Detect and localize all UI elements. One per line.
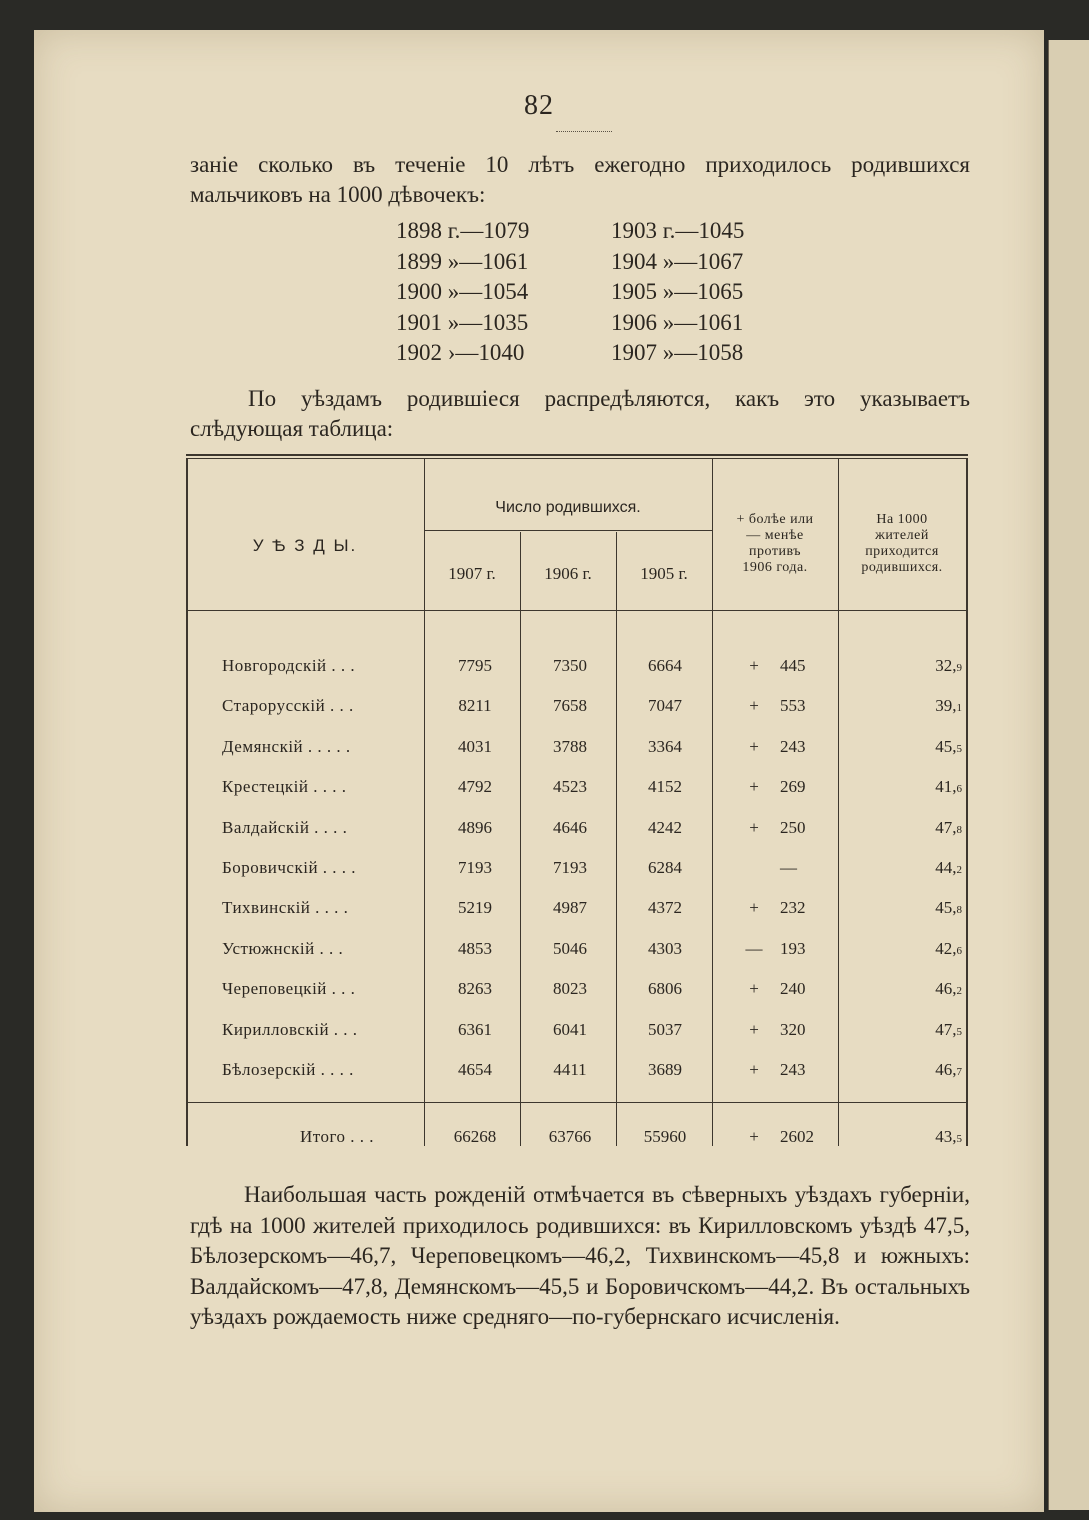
ratio-line: 1901 »—1035 (396, 309, 529, 335)
table-top-rule-inner (186, 458, 968, 459)
table-row (186, 727, 968, 767)
ratio-line: 1904 »—1067 (611, 248, 744, 274)
rate-per-1000 (872, 777, 962, 797)
rate-int: 41, (935, 777, 957, 797)
births-1905: 6806 (648, 979, 682, 999)
ratio-line: 1907 »—1058 (611, 340, 744, 365)
rate-dec: 5 (956, 1025, 962, 1038)
diff-value: 445 (780, 656, 806, 675)
rate-dec: 2 (956, 985, 962, 998)
diff-value: 243 (780, 736, 806, 756)
rate-int: 45, (935, 898, 957, 918)
diff-sign: + (749, 817, 759, 837)
district-name: Устюжнскій . . . (222, 938, 344, 958)
header-1907: 1907 г. (448, 564, 496, 583)
births-1905: 4152 (648, 777, 682, 797)
district-name: Крестецкій . . . . (222, 777, 347, 797)
births-1905: 5037 (648, 1019, 682, 1039)
district-name: Череповецкій . . . (222, 979, 356, 999)
district-name: Новгородскій . . . (222, 656, 356, 675)
rate-dec: 1 (956, 702, 962, 715)
header-rate (838, 512, 966, 576)
diff-value: 240 (780, 979, 806, 999)
total-top-rule (186, 1102, 968, 1103)
rate-dec: 8 (956, 904, 962, 917)
ratio-line: 1903 г.—1045 (611, 218, 745, 243)
rate-int: 47, (935, 817, 957, 837)
ratio-line: 1906 »—1061 (611, 309, 744, 335)
births-1905: 4303 (648, 938, 682, 958)
total-label: Итого . . . (300, 1127, 375, 1146)
births-table (186, 454, 968, 1148)
rate-per-1000 (872, 1060, 962, 1080)
births-1905: 4242 (648, 817, 682, 837)
births-1906: 7658 (553, 696, 587, 716)
births-1905: 6284 (648, 858, 682, 877)
diff-sign: + (749, 979, 759, 999)
births-subheader-rule (424, 530, 712, 531)
births-1907: 7795 (458, 656, 492, 675)
births-1906: 4411 (553, 1060, 587, 1079)
ratios-column-right (611, 216, 744, 369)
total-rate-int: 43, (935, 1127, 957, 1146)
births-1907: 5219 (458, 898, 492, 918)
header-difference (712, 512, 838, 576)
diff-value: 193 (780, 938, 806, 958)
table-row (186, 1010, 968, 1050)
rate-int: 46, (935, 979, 957, 999)
header-difference-line: + болѣе или (736, 512, 814, 527)
header-difference-line: — менѣе (746, 528, 804, 543)
table-row (186, 767, 968, 807)
births-1907: 4031 (458, 736, 492, 756)
district-name: Демянскій . . . . . (222, 736, 351, 756)
births-1906: 4646 (553, 817, 587, 837)
rate-dec: 2 (956, 864, 962, 876)
adjacent-page-edge (1048, 40, 1089, 1510)
table-row (186, 1050, 968, 1090)
births-1906: 5046 (553, 938, 587, 958)
births-1907: 4896 (458, 817, 492, 837)
total-1906: 63766 (548, 1127, 592, 1146)
header-births: Число родившихся. (495, 499, 641, 516)
table-row (186, 929, 968, 969)
table-row (186, 848, 968, 888)
diff-sign: + (749, 1060, 759, 1079)
ratio-line: 1899 »—1061 (396, 248, 529, 274)
table-intro-paragraph: По уѣздамъ родившіеся распредѣляются, какъ это указываетъ слѣдующая таблица: (190, 386, 970, 441)
diff-value: 232 (780, 898, 806, 918)
table-top-rule (186, 454, 968, 456)
total-1907: 66268 (453, 1127, 497, 1146)
births-1906: 6041 (553, 1019, 587, 1039)
diff-sign: + (749, 736, 759, 756)
ratio-line: 1898 г.—1079 (396, 218, 530, 243)
births-1906: 4523 (553, 777, 587, 797)
rate-dec: 7 (956, 1066, 962, 1078)
diff-value: 553 (780, 696, 806, 716)
diff-sign: + (749, 777, 759, 797)
rate-per-1000 (872, 939, 962, 959)
header-1906: 1906 г. (544, 564, 592, 583)
diff-value: 250 (780, 817, 806, 837)
header-districts: У Ѣ З Д Ы. (252, 536, 358, 555)
total-diff: 2602 (780, 1127, 814, 1146)
rate-per-1000 (872, 818, 962, 838)
header-difference-line: противъ (749, 544, 801, 559)
rate-per-1000 (872, 898, 962, 918)
births-1907: 4654 (458, 1060, 492, 1079)
header-rate-line: На 1000 (876, 512, 928, 527)
births-1907: 4792 (458, 777, 492, 797)
rate-int: 32, (935, 656, 957, 675)
rate-per-1000 (872, 737, 962, 757)
rate-per-1000 (872, 1020, 962, 1040)
births-1906: 3788 (553, 736, 587, 756)
district-name: Бѣлозерскій . . . . (222, 1060, 354, 1079)
diff-sign: + (749, 1019, 759, 1039)
births-1907: 7193 (458, 858, 492, 877)
total-diff-sign: + (749, 1127, 759, 1146)
page-number-ornament (556, 128, 612, 132)
ratio-line: 1905 »—1065 (611, 279, 744, 304)
district-name: Старорусскій . . . (222, 696, 354, 716)
header-rate-line: приходится (865, 544, 939, 559)
header-difference-line: 1906 года. (742, 560, 808, 575)
district-name: Боровичскій . . . . (222, 858, 357, 877)
diff-sign: — (745, 938, 763, 958)
diff-sign: + (749, 656, 759, 675)
header-bottom-rule (186, 610, 968, 611)
header-1905: 1905 г. (640, 564, 688, 583)
district-name: Тихвинскій . . . . (222, 898, 349, 918)
births-1907: 8211 (458, 696, 492, 716)
header-rate-line: жителей (875, 528, 929, 543)
total-rate-dec: 5 (956, 1133, 962, 1145)
district-name: Кирилловскій . . . (222, 1019, 358, 1039)
rate-per-1000 (872, 858, 962, 878)
diff-value: 243 (780, 1060, 806, 1079)
rate-dec: 6 (956, 944, 962, 957)
ratios-column-left (396, 216, 529, 369)
births-1905: 4372 (648, 898, 682, 918)
ratio-line: 1900 »—1054 (396, 279, 529, 304)
intro-paragraph: заніе сколько въ теченіе 10 лѣтъ ежегодно приходилось родившихся мальчиковъ на 1000 дѣвочекъ: (190, 152, 970, 207)
total-rate (872, 1127, 962, 1147)
rate-per-1000 (872, 656, 962, 676)
births-1906: 7193 (553, 858, 587, 877)
rate-int: 42, (935, 938, 957, 958)
header-rate-line: родившихся. (861, 560, 943, 575)
diff-sign: + (749, 696, 759, 716)
births-1906: 7350 (553, 656, 587, 675)
diff-value: 320 (780, 1019, 806, 1039)
table-row (186, 808, 968, 848)
table-row (186, 888, 968, 928)
total-row (186, 1117, 968, 1157)
rate-int: 47, (935, 1019, 957, 1039)
births-1907: 6361 (458, 1019, 492, 1039)
rate-int: 45, (935, 736, 957, 756)
births-1907: 8263 (458, 979, 492, 999)
rate-dec: 9 (956, 662, 962, 674)
table-row (186, 686, 968, 726)
table-row (186, 969, 968, 1009)
closing-paragraph: Наибольшая часть рожденій отмѣчается въ сѣверныхъ уѣздахъ губерніи, гдѣ на 1000 жителей приходилось родившихся: въ Кирилловскомъ уѣздѣ 47,5, Бѣлозерскомъ—46,7, Череповецкомъ—46,2, Тихвинскомъ—45,8 и южныхъ: Валдайскомъ—47,8, Демянскомъ—45,5 и Боровичскомъ—44,2. Въ остальныхъ уѣздахъ рождаемость ниже средняго—по-губернскаго исчисленія. (190, 1182, 970, 1330)
rate-dec: 6 (956, 783, 962, 796)
births-1906: 8023 (553, 979, 587, 999)
book-page (34, 30, 1044, 1512)
rate-int: 39, (935, 696, 957, 716)
table-row (186, 646, 968, 686)
rate-int: 44, (935, 858, 957, 877)
diff-value: 269 (780, 777, 806, 797)
rate-per-1000 (872, 979, 962, 999)
rate-dec: 8 (956, 823, 962, 836)
rate-per-1000 (872, 696, 962, 716)
ratio-line: 1902 ›—1040 (396, 340, 525, 365)
births-1905: 6664 (648, 656, 682, 675)
births-1905: 3689 (648, 1060, 682, 1079)
births-1905: 3364 (648, 736, 682, 756)
rate-int: 46, (935, 1060, 957, 1079)
rate-dec: 5 (956, 742, 962, 755)
diff-value: — (780, 858, 797, 877)
diff-sign: + (749, 898, 759, 918)
district-name: Валдайскій . . . . (222, 817, 348, 837)
births-1906: 4987 (553, 898, 587, 918)
births-1907: 4853 (458, 938, 492, 958)
births-1905: 7047 (648, 696, 682, 716)
page-number: 82 (524, 90, 554, 121)
total-1905: 55960 (643, 1127, 687, 1146)
